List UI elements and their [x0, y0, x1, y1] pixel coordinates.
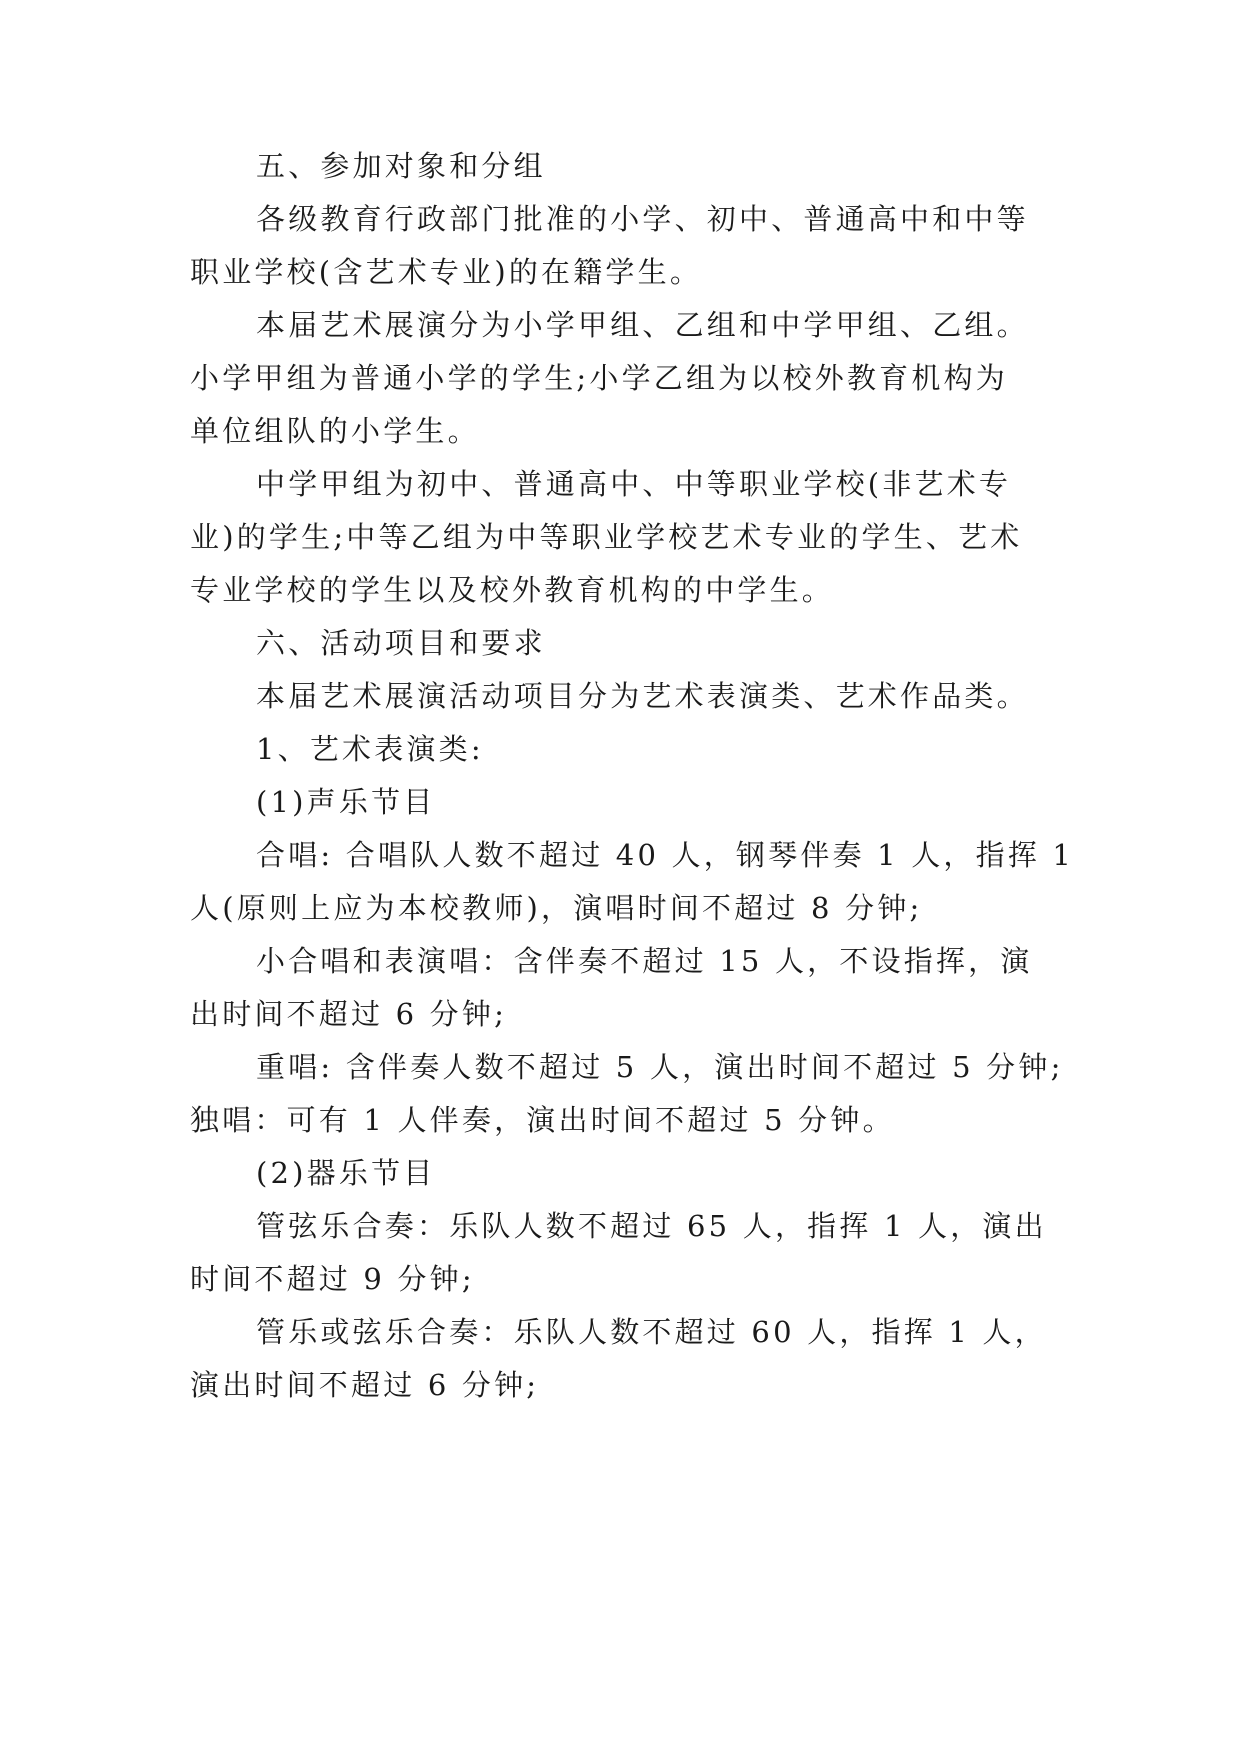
subheading-instrumental: (2)器乐节目 — [256, 1156, 436, 1190]
paragraph-line: 单位组队的小学生。 — [190, 414, 480, 448]
section-heading-six: 六、活动项目和要求 — [256, 626, 546, 660]
paragraph-line: 小合唱和表演唱：含伴奏不超过 15 人，不设指挥，演 — [256, 944, 1033, 978]
paragraph-line: 职业学校(含艺术专业)的在籍学生。 — [190, 255, 703, 289]
paragraph-line: 人(原则上应为本校教师)，演唱时间不超过 8 分钟; — [190, 891, 923, 925]
paragraph-line: 合唱: 合唱队人数不超过 40 人，钢琴伴奏 1 人，指挥 1 — [256, 838, 1075, 872]
paragraph-line: 各级教育行政部门批准的小学、初中、普通高中和中等 — [256, 202, 1029, 236]
paragraph-line: 重唱: 含伴奏人数不超过 5 人，演出时间不超过 5 分钟; — [256, 1050, 1064, 1084]
paragraph-line: 管乐或弦乐合奏：乐队人数不超过 60 人，指挥 1 人， — [256, 1315, 1047, 1349]
paragraph-line: 本届艺术展演分为小学甲组、乙组和中学甲组、乙组。 — [256, 308, 1029, 342]
paragraph-line: 时间不超过 9 分钟; — [190, 1262, 475, 1296]
paragraph-line: 独唱：可有 1 人伴奏，演出时间不超过 5 分钟。 — [190, 1103, 895, 1137]
paragraph-line: 出时间不超过 6 分钟; — [190, 997, 508, 1031]
paragraph-line: 管弦乐合奏：乐队人数不超过 65 人，指挥 1 人，演出 — [256, 1209, 1047, 1243]
paragraph-line: 中学甲组为初中、普通高中、中等职业学校(非艺术专 — [256, 467, 1012, 501]
paragraph-line: 本届艺术展演活动项目分为艺术表演类、艺术作品类。 — [256, 679, 1029, 713]
paragraph-line: 业)的学生;中等乙组为中等职业学校艺术专业的学生、艺术 — [190, 520, 1023, 554]
subheading-vocal: (1)声乐节目 — [256, 785, 436, 819]
paragraph-line: 专业学校的学生以及校外教育机构的中学生。 — [190, 573, 835, 607]
section-heading-five: 五、参加对象和分组 — [256, 149, 546, 183]
paragraph-line: 演出时间不超过 6 分钟; — [190, 1368, 540, 1402]
subheading-performance: 1、艺术表演类: — [256, 732, 484, 766]
paragraph-line: 小学甲组为普通小学的学生;小学乙组为以校外教育机构为 — [190, 361, 1008, 395]
